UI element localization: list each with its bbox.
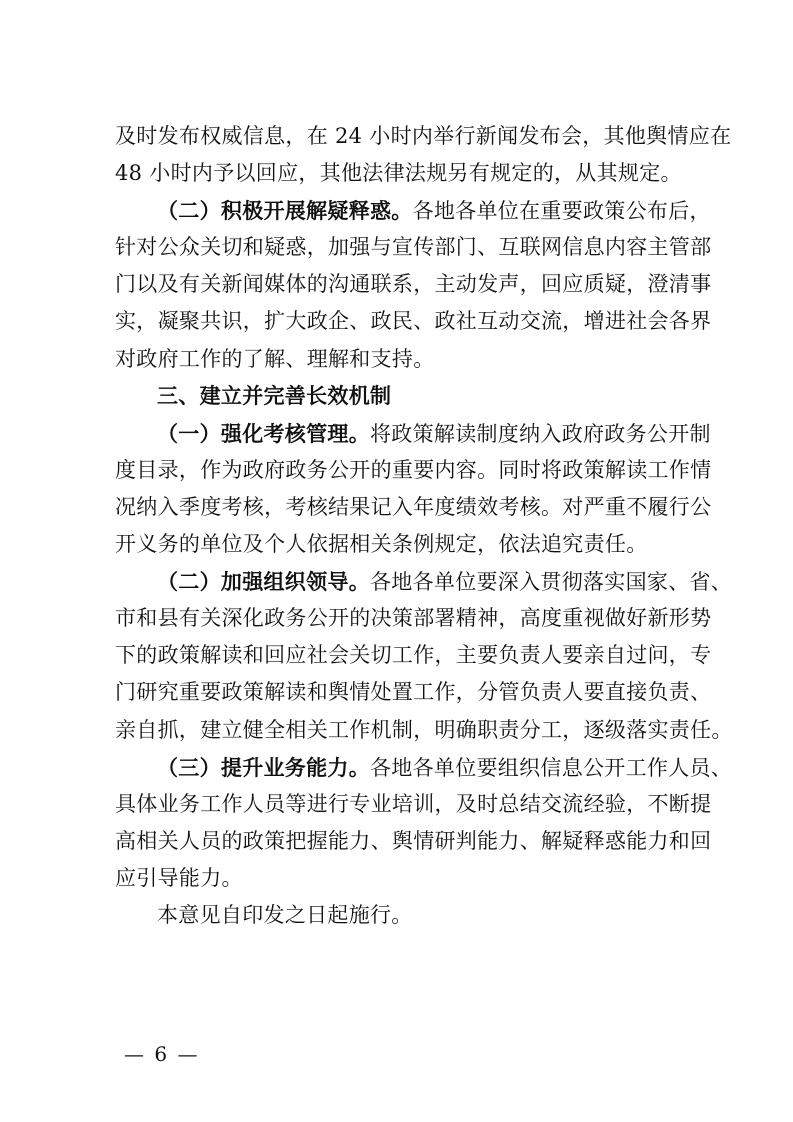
line-text: 开义务的单位及个人依据相关条例规定，依法追究责任。	[115, 532, 648, 557]
paragraph-line	[115, 749, 733, 786]
line-text: 下的政策解读和回应社会关切工作，主要负责人要亲自过问，专	[115, 643, 712, 668]
paragraph-line	[115, 786, 712, 823]
paragraph-line	[115, 563, 733, 600]
paragraph-line	[115, 229, 712, 266]
line-text: 应引导能力。	[115, 865, 243, 890]
paragraph-line	[115, 897, 705, 934]
line-text: 度目录，作为政府政务公开的重要内容。同时将政策解读工作情	[115, 457, 712, 482]
line-text: 及时发布权威信息，在 24 小时内举行新闻发布会，其他舆情应在	[115, 124, 732, 148]
line-text: 各地各单位在重要政策公布后，	[412, 199, 711, 224]
line-text: 各地各单位要组织信息公开工作人员、	[370, 755, 733, 780]
paragraph-line	[115, 192, 711, 229]
line-text: 况纳入季度考核，考核结果记入年度绩效考核。对严重不履行公	[115, 494, 712, 519]
line-text: 亲自抓，建立健全相关工作机制，明确职责分工，逐级落实责任。	[115, 717, 733, 742]
line-text: 门以及有关新闻媒体的沟通联系，主动发声，回应质疑，澄清事	[115, 272, 712, 297]
paragraph-line	[115, 303, 712, 340]
section-heading-3-2: （二）加强组织领导。	[157, 569, 370, 595]
paragraph-line	[115, 378, 705, 415]
line-text: 实，凝聚共识，扩大政企、政民、政社互动交流，增进社会各界	[115, 309, 712, 334]
line-text: 48 小时内予以回应，其他法律法规另有规定的，从其规定。	[115, 161, 682, 186]
paragraph-line	[115, 341, 705, 378]
paragraph-line	[115, 600, 712, 637]
paragraph-line	[115, 860, 705, 897]
paragraph-line	[115, 118, 732, 155]
line-text: 针对公众关切和疑惑，加强与宣传部门、互联网信息内容主管部	[115, 235, 712, 260]
closing-statement: 本意见自印发之日起施行。	[157, 902, 413, 927]
page-number: — 6 —	[124, 1042, 200, 1066]
paragraph-line	[115, 674, 712, 711]
paragraph-line	[115, 266, 712, 303]
paragraph-line	[115, 452, 712, 489]
line-text: 高相关人员的政策把握能力、舆情研判能力、解疑释惑能力和回	[115, 828, 712, 853]
paragraph-line	[115, 155, 705, 192]
section-heading-3-1: （一）强化考核管理。	[157, 420, 370, 446]
paragraph-line	[115, 712, 733, 749]
section-heading-3: 三、建立并完善长效机制	[157, 383, 392, 408]
line-text: 将政策解读制度纳入政府政务公开制	[370, 421, 711, 446]
line-text: 市和县有关深化政务公开的决策部署精神，高度重视做好新形势	[115, 606, 712, 631]
line-text: 门研究重要政策解读和舆情处置工作，分管负责人要直接负责、	[115, 680, 712, 705]
section-heading-3-3: （三）提升业务能力。	[157, 754, 370, 780]
paragraph-line	[115, 637, 712, 674]
paragraph-line	[115, 823, 712, 860]
line-text: 对政府工作的了解、理解和支持。	[115, 346, 435, 371]
paragraph-line	[115, 489, 712, 526]
line-text: 具体业务工作人员等进行专业培训，及时总结交流经验，不断提	[115, 791, 712, 816]
section-heading-2-2: （二）积极开展解疑释惑。	[157, 198, 413, 224]
line-text: 各地各单位要深入贯彻落实国家、省、	[370, 570, 733, 595]
paragraph-line	[115, 526, 705, 563]
paragraph-line	[115, 415, 711, 452]
document-body	[115, 118, 733, 934]
